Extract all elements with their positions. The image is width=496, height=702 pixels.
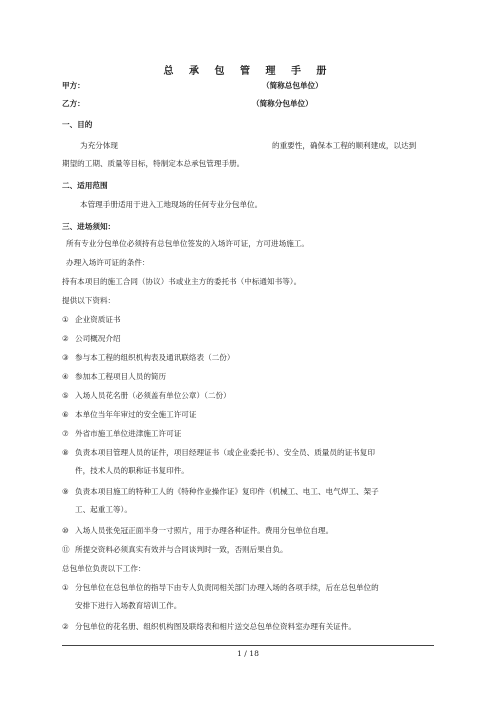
list-item: [62, 428, 181, 440]
item-text: 入场人员张免冠正面半身一寸照片，用于办理各种证件。费用分包单位自理。: [75, 526, 334, 535]
item-number: ⑧: [62, 448, 69, 457]
item-number: ③: [62, 353, 69, 362]
list-item: [62, 582, 379, 594]
list-item: [62, 390, 231, 402]
section-2-heading: 二、适用范围: [62, 181, 108, 190]
section-1-text-end: 的重要性，确保本工程的顺利建成，以达到: [272, 141, 417, 150]
permit-conditions-label: 办理入场许可证的条件：: [66, 258, 150, 267]
item-text: 分包单位在总包单位的指导下由专人负责同相关部门办理入场的各项手续，后在总包单位的: [75, 583, 379, 592]
section-2-text: 本管理手册适用于进入工地现场的任何专业分包单位。: [80, 200, 263, 209]
item-text: 负责本项目管理人员的证件，项目经理证书（或企业委托书）、安全员、质量员的证书复印: [75, 448, 375, 457]
list-item-continuation: 件，技术人员的职称证书复印件。: [75, 466, 189, 475]
contractor-duties-label: 总包单位负责以下工作：: [62, 564, 146, 573]
materials-label: 提供以下资料：: [62, 296, 116, 305]
item-number: ⑨: [62, 487, 69, 496]
item-text: 入场人员花名册（必须盖有单位公章）（二份）: [75, 391, 231, 400]
item-number: ⑥: [62, 410, 69, 419]
item-number: ①: [62, 315, 69, 324]
section-1-heading: 一、目的: [62, 120, 93, 129]
item-text: 分包单位的花名册、组织机构图及联络表和相片送交总包单位资料室办理有关证件。: [75, 622, 356, 631]
party-b-value: （简称分包单位）: [252, 99, 313, 108]
section-1-text-line2: 期望的工期、质量等目标，特制定本总承包管理手册。: [62, 159, 245, 168]
section-3-heading: 三、进场须知：: [62, 222, 116, 231]
item-text: 公司概况介绍: [75, 334, 121, 343]
party-a-value: （简称总包单位）: [262, 81, 323, 90]
item-text: 本单位当年年审过的安全施工许可证: [75, 410, 197, 419]
item-number: ⑤: [62, 391, 69, 400]
entry-permit-requirement: 所有专业分包单位必须持有总包单位签发的入场许可证，方可进场施工。: [66, 239, 309, 248]
item-number: ②: [62, 622, 69, 631]
party-b-label: 乙方：: [62, 99, 85, 108]
list-item: [62, 621, 356, 633]
page-number: 1 / 18: [237, 649, 259, 658]
item-number: ⑦: [62, 429, 69, 438]
item-number: ⑪: [62, 545, 70, 554]
item-text: 外省市施工单位进津施工许可证: [75, 429, 182, 438]
list-item: [62, 486, 379, 498]
list-item: [62, 371, 166, 383]
list-item: [62, 525, 333, 537]
list-item: [62, 409, 197, 421]
contract-condition: 持有本项目的施工合同（协议）书或业主方的委托书（中标通知书等）。: [62, 277, 302, 286]
item-text: 参与本工程的组织机构表及通讯联络表（二份）: [75, 353, 235, 362]
party-b-row: [62, 98, 85, 110]
list-item: [62, 333, 121, 345]
party-a-row: [62, 80, 85, 92]
item-text: 所提交资料必须真实有效并与合同谈判时一致，否则后果自负。: [75, 545, 288, 554]
item-text: 参加本工程项目人员的简历: [75, 372, 167, 381]
party-a-label: 甲方：: [62, 81, 85, 90]
item-number: ①: [62, 583, 69, 592]
list-item: [62, 314, 121, 326]
footer-divider: [62, 645, 434, 646]
list-item: [62, 352, 234, 364]
page-title: 总 承 包 管 理 手 册: [163, 66, 333, 77]
item-number: ④: [62, 372, 69, 381]
list-item-continuation: 安排下进行入场教育培训工作。: [75, 601, 182, 610]
list-item: [62, 447, 375, 459]
item-number: ⑩: [62, 526, 69, 535]
section-1-text-start: 为充分体现: [80, 141, 118, 150]
item-text: 负责本项目施工的特种工人的《特种作业操作证》复印件（机械工、电工、电气焊工、架子: [75, 487, 379, 496]
item-number: ②: [62, 334, 69, 343]
item-text: 企业资质证书: [75, 315, 121, 324]
list-item-continuation: 工、起重工等）。: [75, 505, 132, 514]
list-item: [62, 544, 288, 556]
